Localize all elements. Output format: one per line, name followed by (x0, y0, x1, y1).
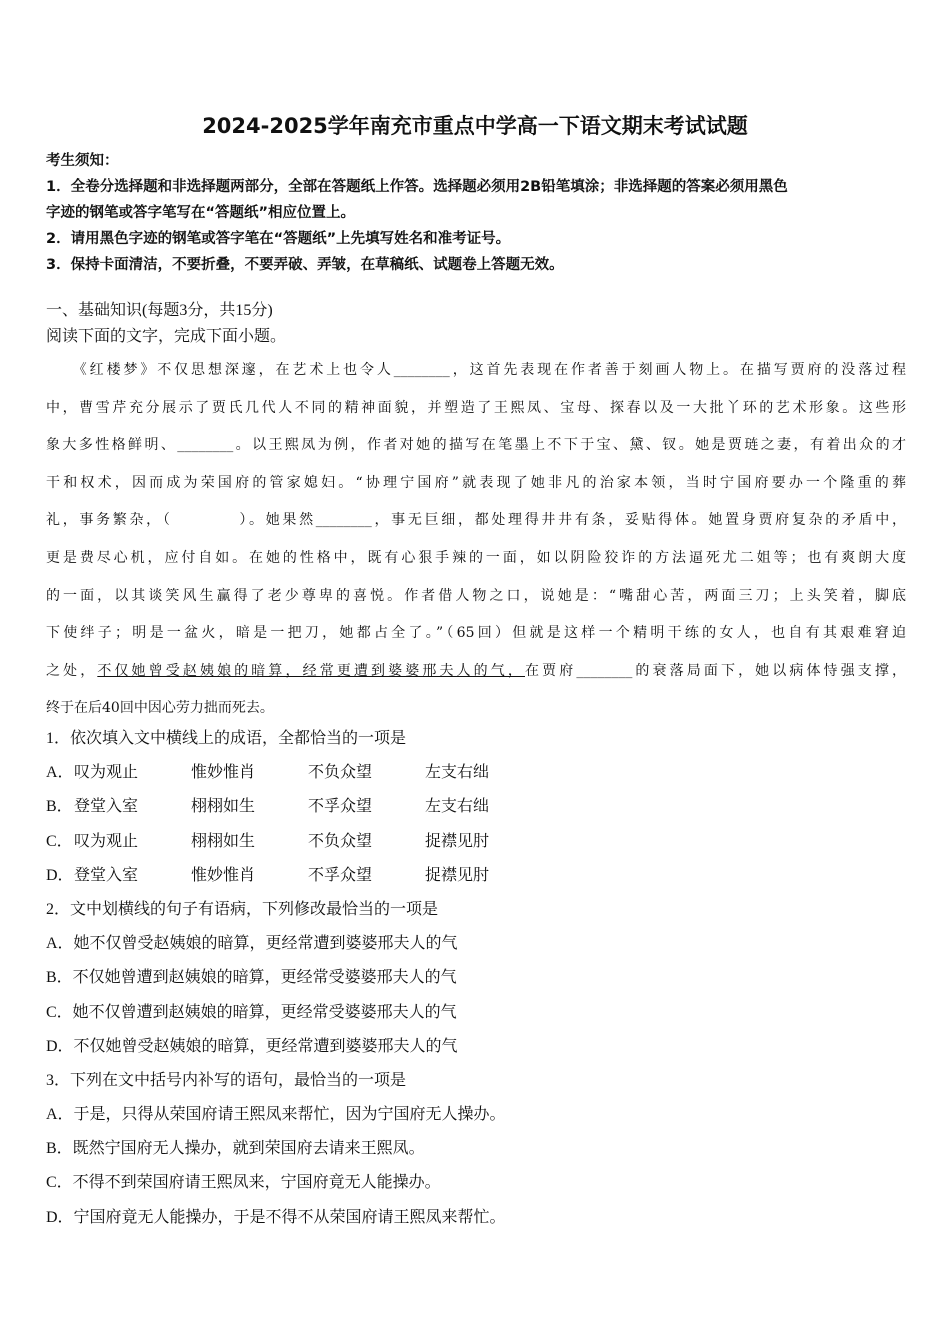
page-title: 2024-2025学年南充市重点中学高一下语文期末考试试题 (202, 114, 748, 138)
option-item: 登堂入室 (74, 866, 139, 884)
candidate-notice (46, 148, 906, 278)
option-item: 不孚众望 (308, 798, 373, 816)
passage-text: 在贾府________的衰落局面下，她以病体恃强支撑， (525, 662, 906, 679)
notice-line: 2．请用黑色字迹的钢笔或答字笔在“答题纸”上先填写姓名和准考证号。 (46, 231, 511, 247)
question-stem: 3．下列在文中括号内补写的语句，最恰当的一项是 (46, 1071, 407, 1089)
notice-heading: 考生须知： (46, 153, 119, 169)
option-row: B．既然宁国府无人操办，就到荣国府去请来王熙凤。 (46, 1140, 425, 1158)
option-row (46, 825, 906, 859)
option-item: 不负众望 (308, 832, 373, 850)
option-item: 左支右绌 (425, 798, 490, 816)
underlined-sentence: 不仅她曾受赵姨娘的暗算，经常更遭到婆婆邢夫人的气， (97, 662, 525, 679)
option-item: 登堂入室 (74, 798, 139, 816)
passage-line: 更是费尽心机，应付自如。在她的性格中，既有心狠手辣的一面，如以阴险狡诈的方法逼死尤二姐等；也有爽朗大度 (46, 549, 906, 566)
option-item: 左支右绌 (425, 764, 490, 782)
question-stem: 2．文中划横线的句子有语病，下列修改最恰当的一项是 (46, 900, 439, 918)
option-item: 捉襟见肘 (425, 832, 490, 850)
passage-line: 下使绊子；明是一盆火，暗是一把刀，她都占全了。”（65回）但就是这样一个精明干练的女人，也自有其艰难窘迫 (46, 625, 906, 642)
option-item: 不负众望 (308, 764, 373, 782)
passage-line: 中，曹雪芹充分展示了贾氏几代人不同的精神面貌，并塑造了王熙凤、宝母、探春以及一大批丫环的艺术形象。这些形 (46, 399, 906, 416)
option-row: D．宁国府竟无人能操办，于是不得不从荣国府请王熙凤来帮忙。 (46, 1208, 506, 1226)
option-row: A．于是，只得从荣国府请王熙凤来帮忙，因为宁国府无人操办。 (46, 1106, 506, 1124)
option-row: C．她不仅曾遭到赵姨娘的暗算，更经常受婆婆邢夫人的气 (46, 1003, 457, 1021)
passage-line (46, 653, 906, 691)
option-row: D．不仅她曾受赵姨娘的暗算，更经常遭到婆婆邢夫人的气 (46, 1037, 458, 1055)
option-row: B．不仅她曾遭到赵姨娘的暗算，更经常受婆婆邢夫人的气 (46, 969, 457, 987)
question-stem: 1．依次填入文中横线上的成语，全都恰当的一项是 (46, 730, 407, 747)
option-row: A．她不仅曾受赵姨娘的暗算，更经常遭到婆婆邢夫人的气 (46, 935, 458, 953)
passage-line: 的一面，以其谈笑风生赢得了老少尊卑的喜悦。作者借人物之口，说她是：“嘴甜心苦，两面三刀；上头笑着，脚底 (46, 587, 906, 604)
option-item: 惟妙惟肖 (191, 866, 256, 884)
option-label: B． (46, 798, 73, 816)
option-item: 惟妙惟肖 (191, 764, 256, 782)
section-heading: 一、基础知识(每题3分，共15分) (46, 302, 273, 319)
passage-line: 干和权术，因而成为荣国府的管家媳妇。“协理宁国府”就表现了她非凡的治家本领，当时宁国府要办一个隆重的葬 (46, 474, 906, 491)
option-label: C． (46, 832, 73, 850)
passage-line: 终于在后40回中因心劳力拙而死去。 (46, 700, 274, 717)
option-item: 叹为观止 (74, 764, 139, 782)
option-item: 栩栩如生 (191, 832, 256, 850)
questions (46, 722, 906, 1235)
passage-line: 礼，事务繁杂，（ ）。她果然________，事无巨细，都处理得井井有条，妥贴得体。她置身贾府复杂的矛盾中， (46, 512, 906, 529)
option-row (46, 859, 906, 893)
option-row: C．不得不到荣国府请王熙凤来，宁国府竟无人能操办。 (46, 1174, 441, 1192)
option-item: 叹为观止 (74, 832, 139, 850)
passage-text: 之处， (46, 662, 98, 679)
notice-line: 字迹的钢笔或答字笔写在“答题纸”相应位置上。 (46, 205, 356, 221)
notice-line: 1．全卷分选择题和非选择题两部分，全部在答题纸上作答。选择题必须用2B铅笔填涂；非选择题的答案必须用黑色 (46, 179, 788, 195)
option-item: 栩栩如生 (191, 798, 256, 816)
option-item: 不孚众望 (308, 866, 373, 884)
section-instruction: 阅读下面的文字，完成下面小题。 (46, 328, 287, 345)
option-item: 捉襟见肘 (425, 866, 490, 884)
option-row (46, 790, 906, 824)
reading-passage (46, 352, 906, 728)
passage-line: 象大多性格鲜明、________。以王熙凤为例，作者对她的描写在笔墨上不下于宝、黛、钗。她是贾琏之妻，有着出众的才 (46, 437, 906, 454)
option-label: D． (46, 866, 74, 884)
option-row (46, 756, 906, 790)
notice-line: 3．保持卡面清洁，不要折叠，不要弄破、弄皱，在草稿纸、试题卷上答题无效。 (46, 257, 564, 273)
passage-line: 《红楼梦》不仅思想深邃，在艺术上也令人________，这首先表现在作者善于刻画人物上。在描写贾府的没落过程 (46, 362, 906, 378)
option-label: A． (46, 764, 74, 782)
